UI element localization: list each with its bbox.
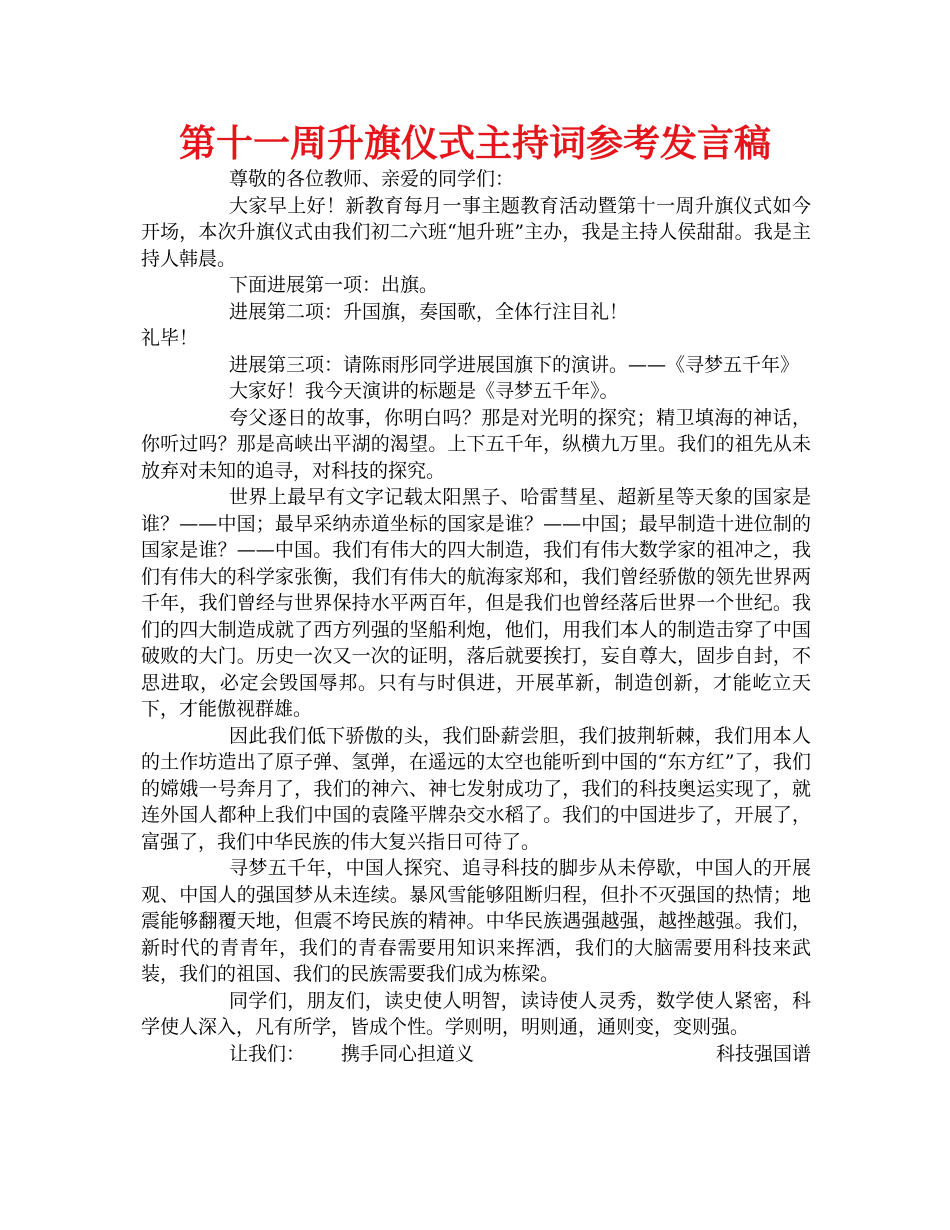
paragraph-speech-greeting: 大家好！我今天演讲的标题是《寻梦五千年》。 — [229, 380, 619, 402]
closing-phrase-1: 携手同心担道义 — [341, 1042, 475, 1065]
paragraph-speech-3: 因此我们低下骄傲的头，我们卧薪尝胆，我们披荆斩棘，我们用本人的土作坊造出了原子弹、氢弹，在遥远的太空也能听到中国的“东方红”了，我们的嫦娥一号奔月了，我们的神六、神七发射成功了，我们的科技奥运实现了，就连外国人都种上我们中国的袁隆平牌杂交水稻了。我们的中国进步了，开展了，富强了，我们中华民族的伟大复兴指日可待了。 — [141, 724, 811, 853]
paragraph-speech-5: 同学们，朋友们，读史使人明智，读诗使人灵秀，数学使人紧密，科学使人深入，凡有所学，皆成个性。学则明，明则通，通则变，变则强。 — [141, 989, 811, 1038]
closing-lead: 让我们： — [229, 1042, 306, 1065]
paragraph-speech-1: 夸父逐日的故事，你明白吗？那是对光明的探究；精卫填海的神话，你听过吗？那是高峡出平湖的渴望。上下五千年，纵横九万里。我们的祖先从未放弃对未知的追寻，对科技的探究。 — [141, 406, 811, 482]
paragraph-step-one: 下面进展第一项：出旗。 — [229, 274, 439, 296]
closing-phrase-2: 科技强国谱 — [715, 1042, 811, 1065]
paragraph-ceremony-end: 礼毕！ — [141, 327, 199, 349]
paragraph-opening: 大家早上好！新教育每月一事主题教育活动暨第十一周升旗仪式如今开场，本次升旗仪式由我们初二六班“旭升班”主办，我是主持人侯甜甜。我是主持人韩晨。 — [141, 194, 811, 270]
paragraph-speech-4: 寻梦五千年，中国人探究、追寻科技的脚步从未停歇，中国人的开展观、中国人的强国梦从未连续。暴风雪能够阻断归程，但扑不灭强国的热情；地震能够翻覆天地，但震不垮民族的精神。中华民族遇强越强，越挫越强。我们，新时代的青青年，我们的青春需要用知识来挥洒，我们的大脑需要用科技来武装，我们的祖国、我们的民族需要我们成为栋梁。 — [141, 857, 811, 985]
document-body — [141, 166, 811, 1067]
document-title: 第十一周升旗仪式主持词参考发言稿 — [179, 122, 771, 165]
closing-left — [229, 1041, 474, 1068]
closing-line — [141, 1041, 811, 1068]
paragraph-speech-2: 世界上最早有文字记载太阳黑子、哈雷彗星、超新星等天象的国家是谁？——中国；最早采纳赤道坐标的国家是谁？——中国；最早制造十进位制的国家是谁？——中国。我们有伟大的四大制造，我们有伟大数学家的祖冲之，我们有伟大的科学家张衡，我们有伟大的航海家郑和，我们曾经骄傲的领先世界两千年，我们曾经与世界保持水平两百年，但是我们也曾经落后世界一个世纪。我们的四大制造成就了西方列强的坚船利炮，他们，用我们本人的制造击穿了中国破败的大门。历史一次又一次的证明，落后就要挨打，妄自尊大，固步自封，不思进取，必定会毁国辱邦。只有与时俱进，开展革新，制造创新，才能屹立天下，才能傲视群雄。 — [141, 486, 811, 720]
paragraph-step-three: 进展第三项：请陈雨彤同学进展国旗下的演讲。——《寻梦五千年》 — [229, 353, 800, 376]
paragraph-step-two: 进展第二项：升国旗，奏国歌，全体行注目礼！ — [229, 300, 629, 323]
paragraph-salutation: 尊敬的各位教师、亲爱的同学们： — [229, 168, 515, 190]
